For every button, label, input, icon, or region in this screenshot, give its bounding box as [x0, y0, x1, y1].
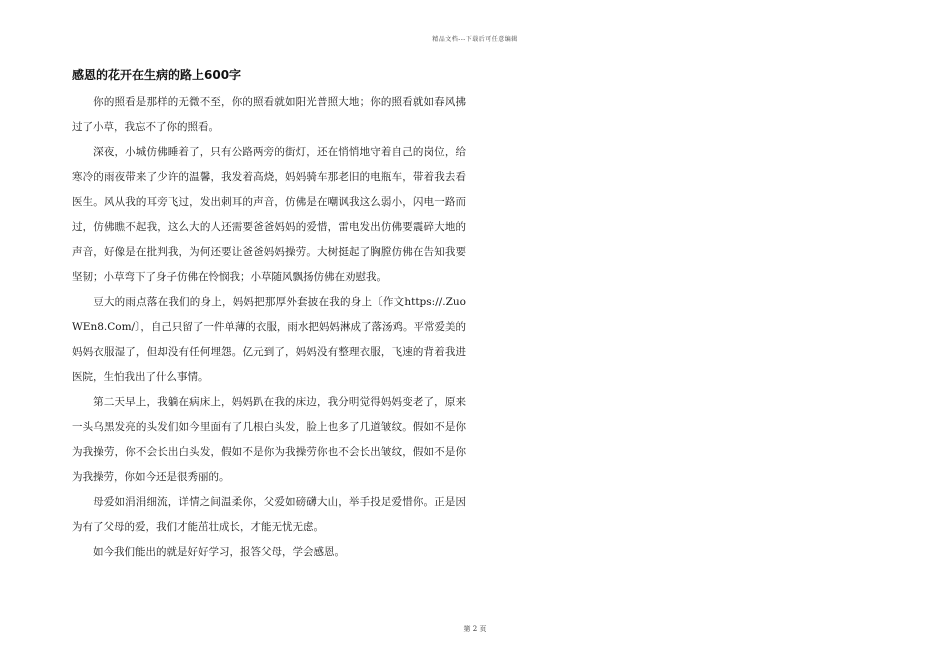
- paragraph-3: [72, 290, 466, 390]
- article-title: 感恩的花开在生病的路上600字: [72, 68, 242, 82]
- article-body: [72, 66, 466, 565]
- paragraph-5: [72, 490, 466, 540]
- paragraph-text: 你的照看是那样的无微不至，你的照看就如阳光普照大地；你的照看就如春风拂过了小草，我忘不了你的照看。: [72, 96, 466, 133]
- page-number: 第 2 页: [463, 625, 487, 633]
- paragraph-text: 豆大的雨点落在我们的身上，妈妈把那厚外套披在我的身上〔作文https://.ZuoWEn8.Com/〕，自己只留了一件单薄的衣服，雨水把妈妈淋成了落汤鸡。平常爱美的妈妈衣服湿了，但却没有任何埋怨。亿元到了，妈妈没有整理衣服，飞速的背着我进医院，生怕我出了什么事情。: [72, 296, 466, 383]
- paragraph-text: 如今我们能出的就是好好学习，报答父母，学会感恩。: [93, 546, 345, 558]
- paragraph-text: 深夜，小城仿佛睡着了，只有公路两旁的街灯，还在悄悄地守着自己的岗位，给寒冷的雨夜带来了少许的温馨，我发着高烧，妈妈骑车那老旧的电瓶车，带着我去看医生。风从我的耳旁飞过，发出刺耳的声音，仿佛是在嘲讽我这么弱小，闪电一路而过，仿佛瞧不起我，这么大的人还需要爸爸妈妈的爱惜，雷电发出仿佛要震碎大地的声音，好像是在批判我，为何还要让爸爸妈妈操劳。大树挺起了胸膛仿佛在告知我要坚韧；小草弯下了身子仿佛在怜悯我；小草随风飘扬仿佛在劝慰我。: [72, 146, 466, 283]
- paragraph-4: [72, 390, 466, 490]
- page-header: 精品文档---下载后可任意编辑: [432, 36, 518, 43]
- paragraph-text: 母爱如涓涓细流，详情之间温柔你，父爱如磅礴大山，举手投足爱惜你。正是因为有了父母的爱，我们才能茁壮成长，才能无忧无虑。: [72, 496, 466, 533]
- paragraph-2: [72, 140, 466, 290]
- paragraph-1: [72, 90, 466, 140]
- paragraph-text: 第二天早上，我躺在病床上，妈妈趴在我的床边，我分明觉得妈妈变老了，原来一头乌黑发亮的头发们如今里面有了几根白头发，脸上也多了几道皱纹。假如不是你为我操劳，你不会长出白头发，假如不是你为我操劳你也不会长出皱纹，假如不是你为我操劳，你如今还是很秀丽的。: [72, 396, 466, 483]
- paragraph-6: [72, 540, 466, 565]
